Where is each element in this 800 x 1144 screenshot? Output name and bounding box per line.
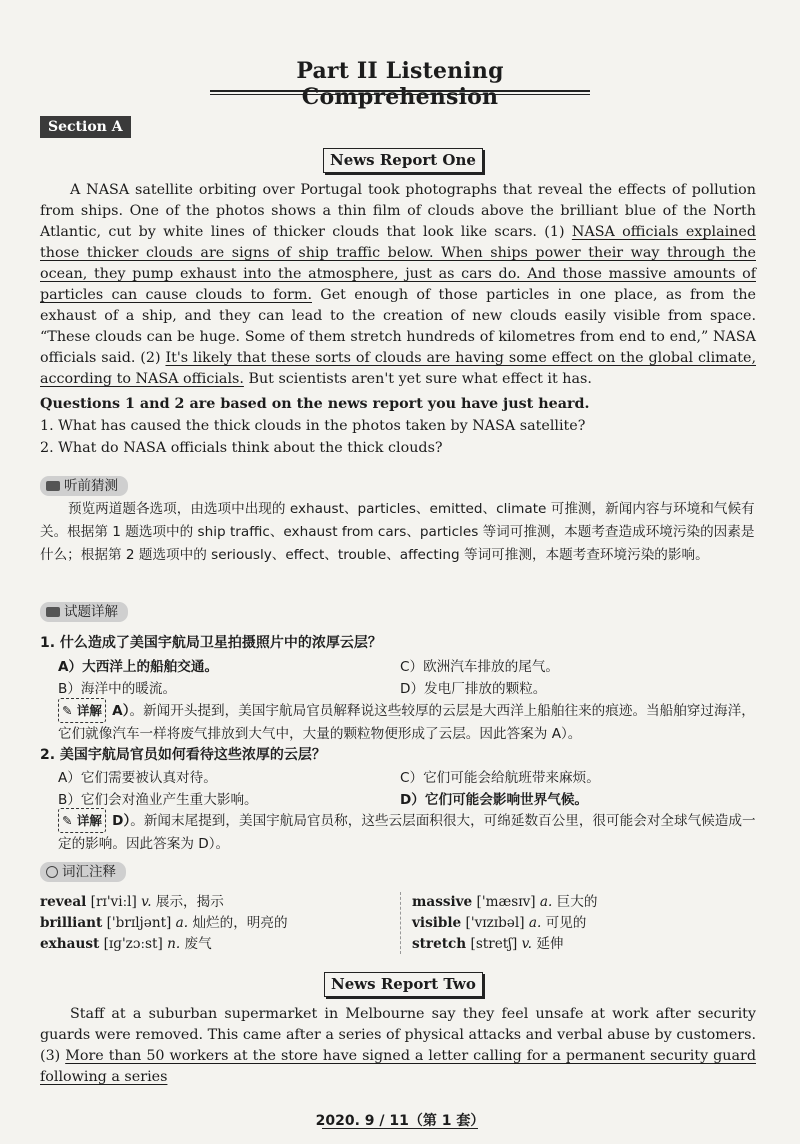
title-rule-thin — [210, 94, 590, 95]
vocab-item — [40, 892, 224, 912]
question-1: 1. What has caused the thick clouds in the photos taken by NASA satellite? — [40, 418, 586, 434]
title-rule — [210, 90, 590, 92]
q1-option-d: D）发电厂排放的颗粒。 — [400, 681, 547, 697]
q1-explanation — [58, 698, 756, 746]
vocab-word: stretch — [412, 936, 467, 952]
q1-explain-text: 。新闻开头提到，美国宇航局官员解释说这些较厚的云层是大西洋上船舶往来的痕迹。当船舶穿过海洋，它们就像汽车一样将废气排放到大气中，大量的颗粒物便形成了云层。因此答案为 A）。 — [58, 703, 755, 742]
q2-option-d-text: D）它们可能会影响世界气候。 — [400, 792, 589, 808]
report-two-underline-1: More than 50 workers at the store have signed a letter calling for a permanent security guard following a series — [40, 1048, 756, 1085]
vocab-meaning: 巨大的 — [556, 894, 598, 910]
vocab-item — [40, 913, 288, 933]
plus-circle-icon — [46, 866, 58, 878]
vocab-word: exhaust — [40, 936, 100, 952]
vocab-tag — [40, 862, 126, 882]
vocab-ipa: ['vɪzɪbəl] — [465, 915, 525, 931]
vocab-pos: n. — [167, 936, 181, 952]
q1-option-a — [58, 655, 218, 675]
q1-answer: A） — [112, 703, 130, 719]
vocab-meaning: 展示，揭示 — [155, 894, 224, 910]
q2-xj-label: 详解 — [76, 813, 102, 828]
question-2: 2. What do NASA officials think about the thick clouds? — [40, 440, 443, 456]
vocab-item — [40, 934, 212, 954]
vocab-word: visible — [412, 915, 462, 931]
book-icon — [46, 607, 60, 617]
vocab-item — [412, 892, 597, 912]
vocab-divider — [400, 892, 401, 954]
report-two-part-1: Staff at a suburban supermarket in Melbourne say they feel unsafe at work after security guards were removed. This came after a series of physical attacks and verbal abuse by customers. (3) — [40, 1006, 756, 1064]
vocab-word: brilliant — [40, 915, 103, 931]
vocab-ipa: [stretʃ] — [470, 936, 518, 952]
prelisten-tag — [40, 476, 128, 496]
vocab-meaning: 延伸 — [536, 936, 564, 952]
vocab-pos: v. — [141, 894, 152, 910]
vocab-word: reveal — [40, 894, 87, 910]
page-footer: 2020. 9 / 11（第 1 套） — [315, 1113, 485, 1129]
analysis-q1-stem: 1. 什么造成了美国宇航局卫星拍摄照片中的浓厚云层？ — [40, 635, 382, 651]
report-one-part-3: But scientists aren't yet sure what effect it has. — [243, 371, 592, 387]
prelisten-tag-label: 听前猜测 — [64, 478, 118, 494]
vocab-pos: v. — [521, 936, 532, 952]
q2-explanation — [58, 808, 756, 856]
questions-heading: Questions 1 and 2 are based on the news report you have just heard. — [40, 396, 590, 412]
vocab-ipa: [ɪɡ'zɔːst] — [103, 936, 163, 952]
report-one-part-1: A NASA satellite orbiting over Portugal took photographs that reveal the effects of pollution from ships. One of the photos shows a thin film of clouds above the brilliant blue of the North Atlantic, cut by white lines of thicker clouds that look like scars. (1) — [40, 182, 756, 240]
vocab-meaning: 灿烂的，明亮的 — [192, 915, 288, 931]
prelisten-text: 预览两道题各选项，由选项中出现的 exhaust、particles、emitted、climate 可推测，新闻内容与环境和气候有关。根据第 1 题选项中的 ship traffic、exhaust from cars、particles 等词可推测，本题考查造成环境污染的因素是什么；根据第 2 题选项中的 seriously、effect、trouble、affecting 等词可推测，本题考查环境污染的影响。 — [40, 501, 755, 563]
section-label: Section A — [40, 116, 131, 138]
vocab-item — [412, 934, 564, 954]
q2-explain-text: 。新闻末尾提到，美国宇航局官员称，这些云层面积很大，可绵延数百公里，很可能会对全球气候造成一定的影响。因此答案为 D）。 — [58, 813, 756, 852]
vocab-ipa: [rɪ'viːl] — [90, 894, 137, 910]
report-one-underline-1: NASA officials explained those thicker clouds are signs of ship traffic below. When ships power their way through the ocean, they pump exhaust into the atmosphere, just as cars do. And those massive amounts of particles can cause clouds to form. — [40, 224, 756, 303]
analysis-tag — [40, 602, 128, 622]
vocab-item — [412, 913, 586, 933]
vocab-meaning: 可见的 — [545, 915, 587, 931]
vocab-pos: a. — [528, 915, 542, 931]
vocab-ipa: ['mæsɪv] — [476, 894, 536, 910]
news-report-one-title: News Report One — [323, 148, 483, 173]
vocab-ipa: ['brɪljənt] — [106, 915, 172, 931]
news-report-two-title: News Report Two — [324, 972, 483, 997]
report-one-underline-2: It's likely that these sorts of clouds are having some effect on the global climate, according to NASA officials. — [40, 350, 756, 387]
q1-option-c: C）欧洲汽车排放的尾气。 — [400, 659, 560, 675]
vocab-tag-label: 词汇注释 — [62, 864, 116, 880]
q2-option-a: A）它们需要被认真对待。 — [58, 770, 217, 786]
pencil-icon: ✎ 详解 — [58, 698, 106, 723]
q2-option-c: C）它们可能会给航班带来麻烦。 — [400, 770, 600, 786]
folder-icon — [46, 481, 60, 491]
news-report-one-text — [40, 180, 756, 390]
q2-option-d — [400, 788, 588, 808]
part-title: Part II Listening Comprehension — [296, 58, 504, 110]
q1-option-b: B）海洋中的暖流。 — [58, 681, 177, 697]
q1-option-a-text: A）大西洋上的船舶交通。 — [58, 659, 219, 675]
analysis-q2-stem: 2. 美国宇航局官员如何看待这些浓厚的云层？ — [40, 747, 326, 763]
vocab-pos: a. — [539, 894, 553, 910]
q1-xj-label: 详解 — [76, 703, 102, 718]
news-report-two-text — [40, 1004, 756, 1088]
pencil-icon: ✎ 详解 — [58, 808, 106, 833]
vocab-word: massive — [412, 894, 473, 910]
q2-option-b: B）它们会对渔业产生重大影响。 — [58, 792, 258, 808]
report-one-part-2: Get enough of those particles in one place, as from the exhaust of a ship, and they can lead to the creation of new clouds easily visible from space. “These clouds can be huge. Some of them stretch hundreds of kilometres from end to end,” NASA officials said. (2) — [40, 287, 756, 366]
vocab-meaning: 废气 — [184, 936, 212, 952]
footer-rule — [322, 1128, 478, 1129]
vocab-pos: a. — [175, 915, 189, 931]
q2-answer: D） — [112, 813, 131, 829]
analysis-tag-label: 试题详解 — [64, 604, 118, 620]
